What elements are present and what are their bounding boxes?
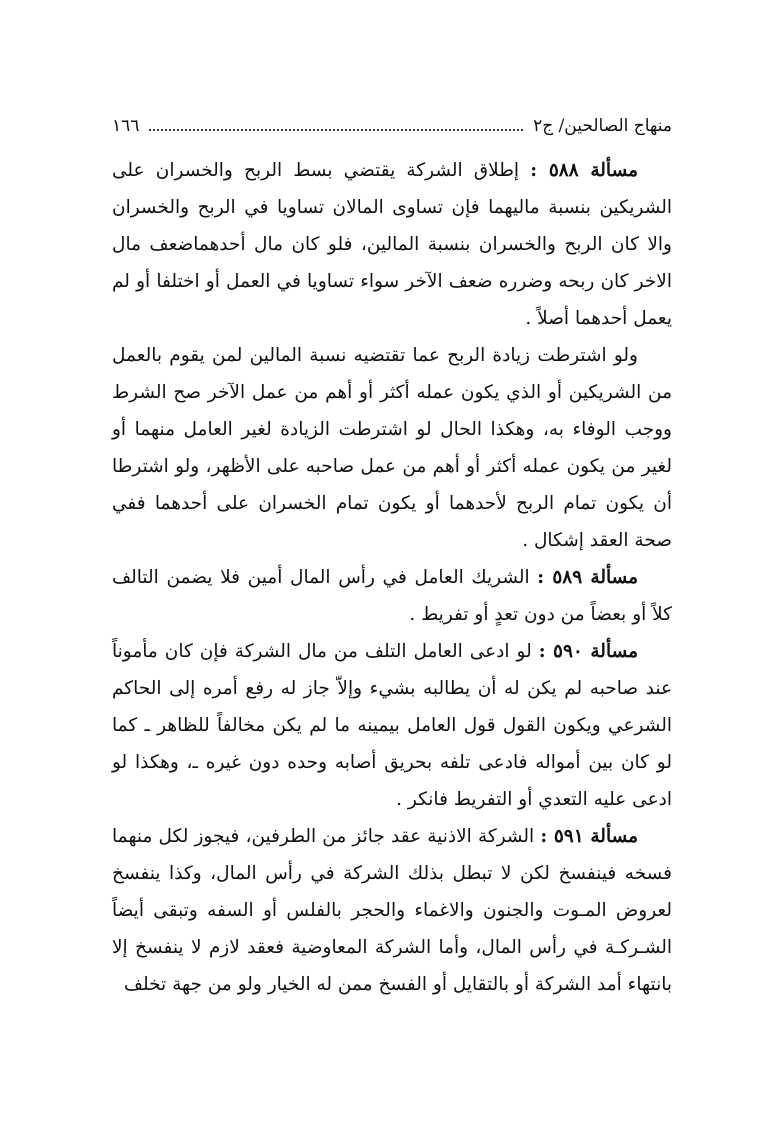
masala-label: مسألة ٥٨٨ : xyxy=(530,160,638,181)
paragraph-text: الشركة الاذنية عقد جائز من الطرفين، فيجوز لكل منهما فسخه فينفسخ لكن لا تبطل بذلك الشركة في رأس المال، وكذا ينفسخ لعروض المـوت والجنون والاغماء والحجر بالفلس أو السفه وتبقى أيضاً الشـركـة في رأس المال، وأما الشركة المعاوضية فعقد لازم لا ينفسخ إلا بانتهاء أمد الشركة أو بالتقايل أو الفسخ ممن له الخيار ولو من جهة تخلف xyxy=(112,826,672,995)
paragraph-masala-591 xyxy=(112,818,672,1003)
masala-label: مسألة ٥٩٠ : xyxy=(538,641,638,662)
masala-label: مسألة ٥٩١ : xyxy=(540,826,638,847)
masala-label: مسألة ٥٨٩ : xyxy=(537,567,639,588)
running-header xyxy=(112,112,672,140)
paragraph-text: لو ادعى العامل التلف من مال الشركة فإن كان مأموناً عند صاحبه لم يكن له أن يطالبه بشيء وإلاّ جاز له رفع أمره إلى الحاكم الشرعي ويكون القول قول العامل بيمينه ما لم يكن مخالفاً للظاهر ـ كما لو كان بين أمواله فادعى تلفه بحريق أصابه وحده دون غيره ـ، وهكذا لو ادعى عليه التعدي أو التفريط فانكر . xyxy=(112,641,672,810)
paragraph-masala-590 xyxy=(112,633,672,818)
paragraph-text: الشريك العامل في رأس المال أمين فلا يضمن التالف كلاً أو بعضاً من دون تعدٍ أو تفريط . xyxy=(112,567,672,625)
book-title: منهاج الصالحين/ ج٢ xyxy=(533,116,672,136)
paragraph-text: إطلاق الشركة يقتضي بسط الربح والخسران على الشريكين بنسبة ماليهما فإن تساوى المالان تساويا في الربح والخسران والا كان الربح والخسران بنسبة المالين، فلو كان مال أحدهماضعف مال الاخر كان ربحه وضرره ضعف الآخر سواء تساويا في العمل أو اختلفا أو لم يعمل أحدهما أصلاً . xyxy=(112,160,672,329)
paragraph-continuation xyxy=(112,337,672,559)
page-number: ١٦٦ xyxy=(112,116,140,136)
paragraph-text: ولو اشترطت زيادة الربح عما تقتضيه نسبة المالين لمن يقوم بالعمل من الشريكين أو الذي يكون عمله أكثر أو أهم من عمل الآخر صح الشرط ووجب الوفاء به، وهكذا الحال لو اشترطت الزيادة لغير العامل منهما أو لغير من يكون عمله أكثر أو أهم من عمل صاحبه على الأظهر، ولو اشترطا أن يكون تمام الربح لأحدهما أو يكون تمام الخسران على أحدهما ففي صحة العقد إشكال . xyxy=(112,345,672,551)
paragraph-masala-589 xyxy=(112,559,672,633)
paragraph-masala-588 xyxy=(112,152,672,337)
dotted-leader xyxy=(149,113,523,131)
document-page xyxy=(112,112,672,1003)
